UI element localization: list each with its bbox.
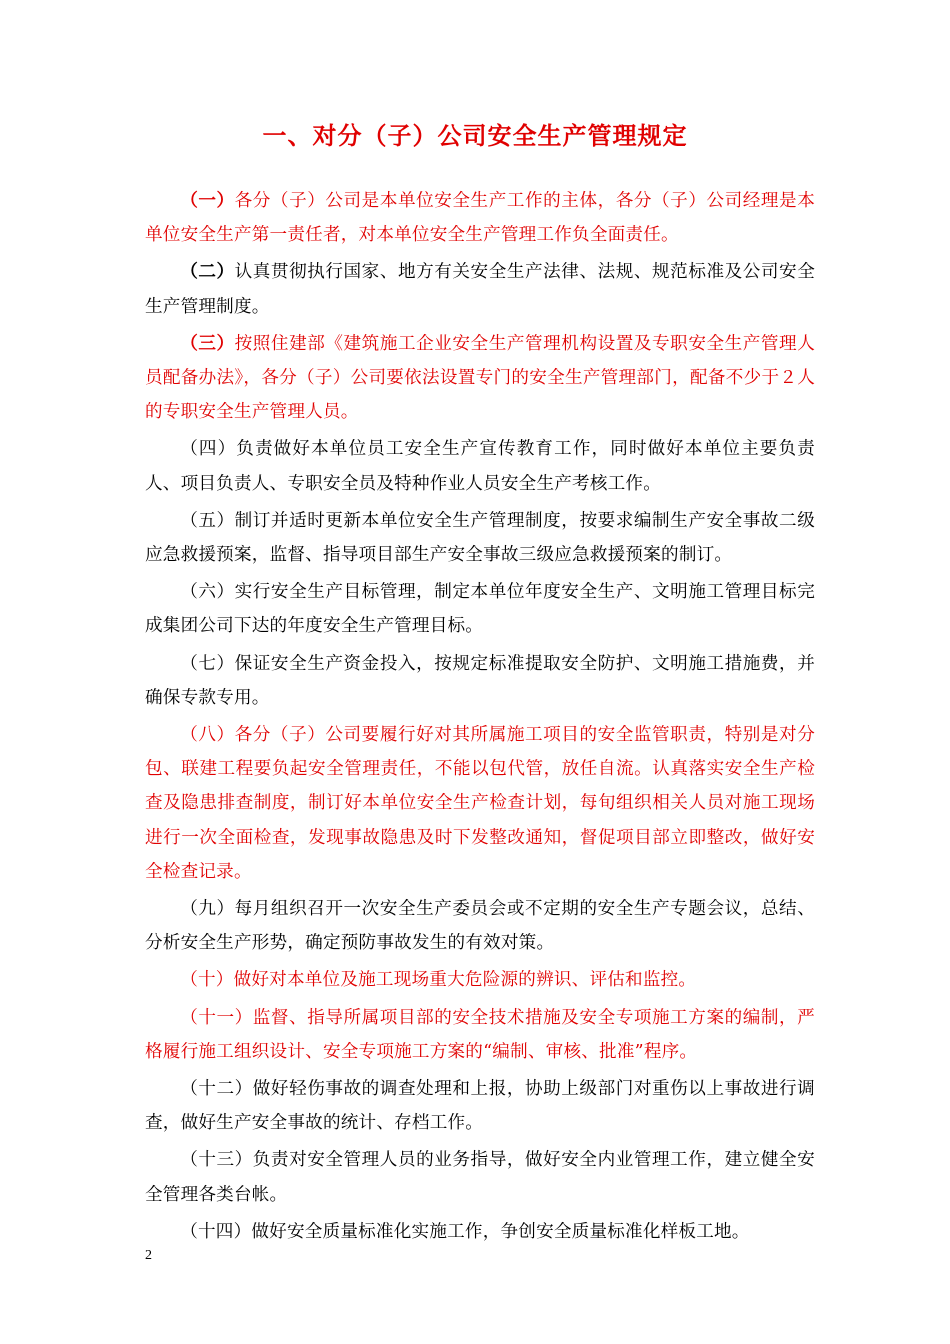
paragraph-number: （十） bbox=[180, 970, 234, 991]
paragraph-7 bbox=[145, 647, 815, 715]
paragraph-13 bbox=[145, 1143, 815, 1211]
paragraph-4 bbox=[145, 432, 815, 500]
paragraph-number: （二） bbox=[180, 261, 235, 283]
paragraph-text: 按照住建部《建筑施工企业安全生产管理机构设置及专职安全生产管理人员配备办法》，各分（子）公司要依法设置专门的安全生产管理部门，配备不少于２人的专职安全生产管理人员。 bbox=[145, 333, 815, 423]
paragraph-number: （三） bbox=[180, 332, 235, 354]
paragraph-number: （六） bbox=[180, 582, 235, 603]
paragraph-number: （九） bbox=[180, 899, 235, 920]
paragraph-1 bbox=[145, 184, 815, 252]
paragraph-2 bbox=[145, 255, 815, 323]
paragraph-text: 各分（子）公司是本单位安全生产工作的主体，各分（子）公司经理是本单位安全生产第一责任者，对本单位安全生产管理工作负全面责任。 bbox=[145, 191, 815, 246]
paragraph-14 bbox=[145, 1215, 815, 1249]
paragraph-number: （五） bbox=[180, 510, 235, 531]
paragraph-11 bbox=[145, 1001, 815, 1069]
paragraph-9 bbox=[145, 892, 815, 960]
paragraph-8 bbox=[145, 718, 815, 889]
paragraph-number: （十二） bbox=[180, 1079, 253, 1100]
paragraph-3 bbox=[145, 327, 815, 430]
paragraph-number: （十一） bbox=[180, 1007, 253, 1028]
document-title: 一、对分（子）公司安全生产管理规定 bbox=[262, 122, 688, 150]
paragraph-text: 监督、指导所属项目部的安全技术措施及安全专项施工方案的编制，严格履行施工组织设计、安全专项施工方案的“编制、审核、批准”程序。 bbox=[145, 1007, 815, 1062]
paragraph-text: 做好轻伤事故的调查处理和上报，协助上级部门对重伤以上事故进行调查，做好生产安全事故的统计、存档工作。 bbox=[145, 1079, 815, 1134]
paragraph-text: 负责做好本单位员工安全生产宣传教育工作，同时做好本单位主要负责人、项目负责人、专职安全员及特种作业人员安全生产考核工作。 bbox=[145, 439, 815, 494]
paragraph-number: （一） bbox=[180, 190, 235, 211]
paragraph-text: 负责对安全管理人员的业务指导，做好安全内业管理工作，建立健全安全管理各类台帐。 bbox=[145, 1150, 815, 1205]
paragraph-number: （八） bbox=[180, 725, 235, 746]
paragraph-text: 各分（子）公司要履行好对其所属施工项目的安全监管职责，特别是对分包、联建工程要负起安全管理责任，不能以包代管，放任自流。认真落实安全生产检查及隐患排查制度，制订好本单位安全生产检查计划，每旬组织相关人员对施工现场进行一次全面检查，发现事故隐患及时下发整改通知，督促项目部立即整改，做好安全检查记录。 bbox=[145, 725, 815, 882]
page-number: 2 bbox=[145, 1248, 152, 1263]
document-body bbox=[145, 184, 815, 1252]
paragraph-text: 制订并适时更新本单位安全生产管理制度，按要求编制生产安全事故二级应急救援预案，监督、指导项目部生产安全事故三级应急救援预案的制订。 bbox=[145, 510, 815, 566]
paragraph-text: 认真贯彻执行国家、地方有关安全生产法律、法规、规范标准及公司安全生产管理制度。 bbox=[145, 262, 815, 317]
paragraph-6 bbox=[145, 575, 815, 643]
paragraph-text: 实行安全生产目标管理，制定本单位年度安全生产、文明施工管理目标完成集团公司下达的年度安全生产管理目标。 bbox=[145, 582, 815, 637]
paragraph-number: （十四） bbox=[180, 1221, 252, 1242]
paragraph-text: 每月组织召开一次安全生产委员会或不定期的安全生产专题会议，总结、分析安全生产形势，确定预防事故发生的有效对策。 bbox=[145, 899, 815, 954]
paragraph-text: 保证安全生产资金投入，按规定标准提取安全防护、文明施工措施费，并确保专款专用。 bbox=[145, 653, 815, 708]
paragraph-12 bbox=[145, 1072, 815, 1140]
paragraph-5 bbox=[145, 504, 815, 572]
paragraph-10 bbox=[145, 963, 815, 997]
paragraph-text: 做好对本单位及施工现场重大危险源的辨识、评估和监控。 bbox=[233, 970, 697, 991]
paragraph-text: 做好安全质量标准化实施工作，争创安全质量标准化样板工地。 bbox=[251, 1221, 750, 1242]
paragraph-number: （七） bbox=[180, 653, 235, 674]
paragraph-number: （十三） bbox=[180, 1150, 253, 1171]
paragraph-number: （四） bbox=[180, 439, 237, 460]
